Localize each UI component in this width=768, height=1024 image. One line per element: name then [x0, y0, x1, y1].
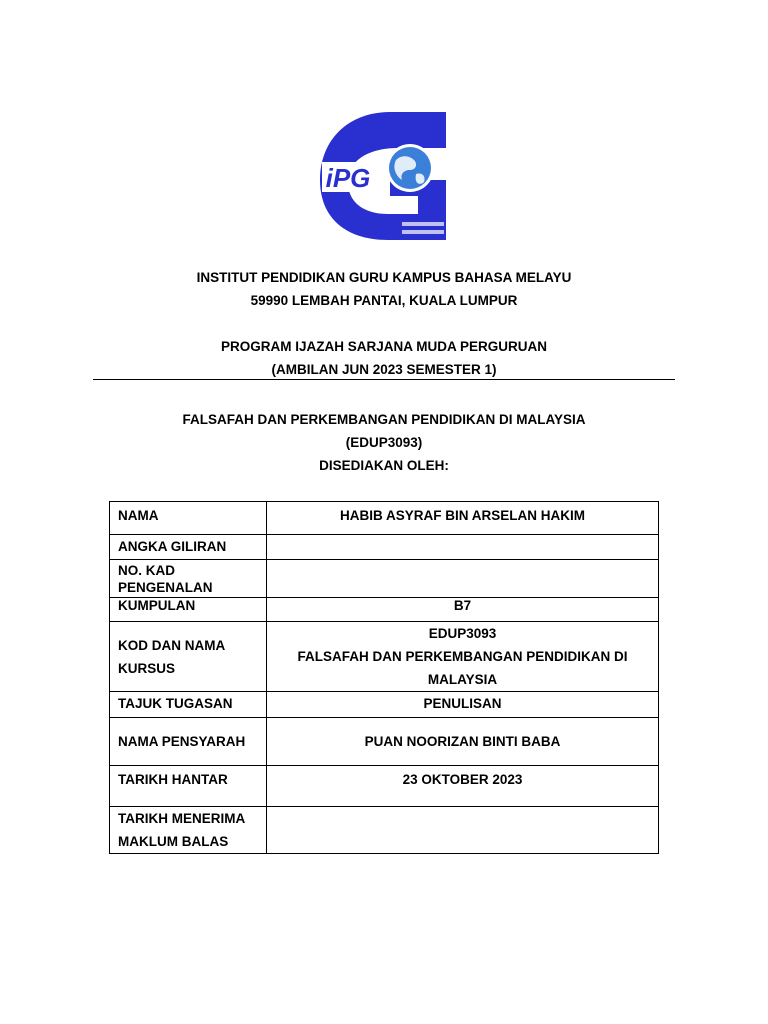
maklum-balas-label-line2: MAKLUM BALAS — [118, 834, 229, 849]
tajuk-value: PENULISAN — [267, 692, 659, 718]
kod-kursus-name-line1: FALSAFAH DAN PERKEMBANGAN PENDIDIKAN DI — [297, 649, 628, 664]
kod-kursus-name-line2: MALAYSIA — [427, 672, 498, 687]
nama-value: HABIB ASYRAF BIN ARSELAN HAKIM — [267, 502, 659, 535]
tarikh-hantar-label: TARIKH HANTAR — [110, 766, 267, 807]
kod-kursus-code: EDUP3093 — [428, 626, 497, 641]
maklum-balas-label-line1: TARIKH MENERIMA — [118, 811, 246, 826]
table-row — [110, 622, 659, 692]
tarikh-hantar-value: 23 OKTOBER 2023 — [267, 766, 659, 807]
program-name: PROGRAM IJAZAH SARJANA MUDA PERGURUAN — [220, 339, 547, 354]
course-title: FALSAFAH DAN PERKEMBANGAN PENDIDIKAN DI MALAYSIA — [182, 412, 586, 427]
pensyarah-value: PUAN NOORIZAN BINTI BABA — [267, 718, 659, 766]
ipg-logo — [318, 110, 448, 242]
tajuk-label: TAJUK TUGASAN — [110, 692, 267, 718]
pensyarah-label: NAMA PENSYARAH — [110, 718, 267, 766]
kod-kursus-label-line2: KURSUS — [118, 660, 176, 676]
prepared-by-label: DISEDIAKAN OLEH: — [319, 458, 449, 473]
no-kad-label-line2: PENGENALAN — [118, 579, 213, 595]
kumpulan-label: KUMPULAN — [110, 598, 267, 622]
no-kad-label-line1: NO. KAD — [118, 562, 175, 578]
nama-label: NAMA — [110, 502, 267, 535]
maklum-balas-label — [110, 807, 267, 854]
table-row — [110, 766, 659, 807]
no-kad-label — [110, 560, 267, 598]
angka-giliran-label: ANGKA GILIRAN — [110, 535, 267, 560]
table-row — [110, 535, 659, 560]
table-row — [110, 560, 659, 598]
table-row — [110, 692, 659, 718]
maklum-balas-value — [267, 807, 659, 854]
institute-name: INSTITUT PENDIDIKAN GURU KAMPUS BAHASA MELAYU — [196, 270, 572, 285]
course-code: (EDUP3093) — [345, 435, 423, 450]
intake-info: (AMBILAN JUN 2023 SEMESTER 1) — [271, 362, 497, 377]
no-kad-value — [267, 560, 659, 598]
institute-address: 59990 LEMBAH PANTAI, KUALA LUMPUR — [250, 293, 518, 308]
header-divider — [93, 379, 675, 380]
kod-kursus-label-line1: KOD DAN NAMA — [118, 637, 226, 653]
table-row — [110, 598, 659, 622]
angka-giliran-value — [267, 535, 659, 560]
logo-text: iPG — [325, 163, 371, 193]
table-row — [110, 718, 659, 766]
kod-kursus-label — [110, 622, 267, 692]
kod-kursus-value — [267, 622, 659, 692]
table-row — [110, 807, 659, 854]
kumpulan-value: B7 — [267, 598, 659, 622]
student-info-table — [109, 501, 659, 854]
table-row — [110, 502, 659, 535]
